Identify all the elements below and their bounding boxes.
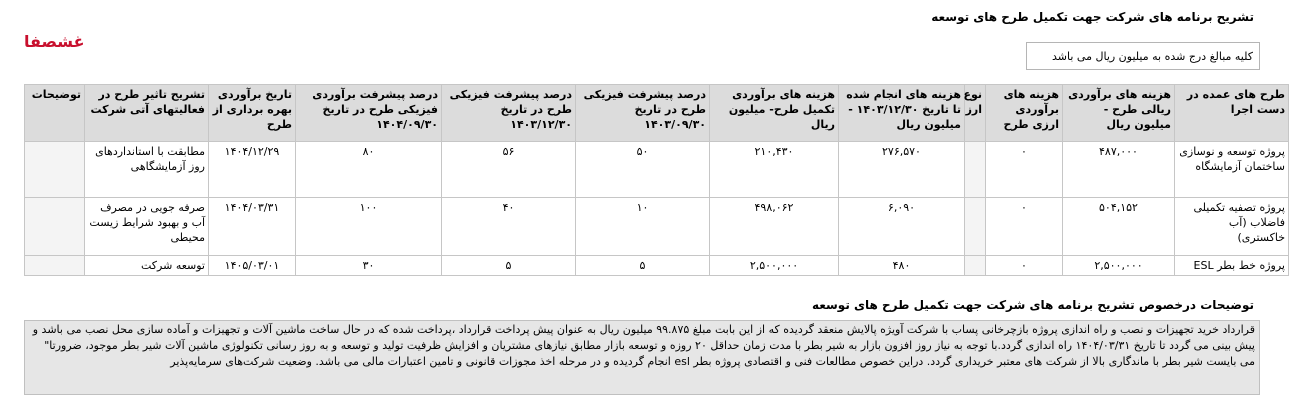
progress-target: ۳۰ [296, 256, 442, 276]
column-header: درصد پیشرفت برآوردی فیزیکی طرح در تاریخ ۱۴۰۴/۰۹/۳۰ [296, 85, 442, 142]
unit-note: کلیه مبالغ درج شده به میلیون ریال می باشد [1026, 42, 1260, 70]
impact-description: توسعه شرکت [85, 256, 209, 276]
progress-1230: ۴۰ [442, 198, 576, 256]
currency-type [965, 256, 986, 276]
project-name: پروژه خط بطر ESL [1175, 256, 1289, 276]
column-header: درصد پیشرفت فیزیکی طرح در تاریخ ۱۴۰۳/۰۹/۳۰ [576, 85, 710, 142]
column-header: طرح های عمده در دست اجرا [1175, 85, 1289, 142]
operation-date: ۱۴۰۵/۰۳/۰۱ [209, 256, 296, 276]
fx-cost: ۰ [986, 142, 1063, 198]
table-row [25, 142, 1289, 198]
spent-cost: ۶,۰۹۰ [839, 198, 965, 256]
table-row [25, 256, 1289, 276]
development-plans-table [24, 84, 1289, 276]
progress-target: ۱۰۰ [296, 198, 442, 256]
currency-type [965, 198, 986, 256]
project-name: پروژه تصفیه تکمیلی فاضلاب (آب خاکستری) [1175, 198, 1289, 256]
impact-description: مطابقت با استانداردهای روز آزمایشگاهی [85, 142, 209, 198]
column-header: نوع ارز [965, 85, 986, 142]
progress-0930: ۵ [576, 256, 710, 276]
rial-cost: ۴۸۷,۰۰۰ [1063, 142, 1175, 198]
rial-cost: ۵۰۴,۱۵۲ [1063, 198, 1175, 256]
company-symbol: غشصفا [24, 32, 85, 51]
rial-cost: ۲,۵۰۰,۰۰۰ [1063, 256, 1175, 276]
page-title: تشریح برنامه های شرکت جهت تکمیل طرح های توسعه [931, 10, 1254, 24]
currency-type [965, 142, 986, 198]
description-text: قرارداد خرید تجهیزات و نصب و راه اندازی پروژه بازچرخانی پساب با شرکت آویژه پالایش منعقد گردیده که از این بابت مبلغ ۹۹.۸۷۵ میلیون ریال به عنوان پیش پرداخت قرارداد ،پرداخت شده که در حال ساخت ماشین آلات و تجهیزات و آماده سازی محل نصب می باشد و پیش بینی می گردد تا تاریخ ۱۴۰۴/۰۳/۳۱ راه اندازی گردد.با توجه به نیاز روز افزون بازار به شیر بطر با مدت زمان حداقل ۲۰ روزه و توسعه بازار مطابق نیازهای مشتریان و افزایش ظرفیت تولید و توسعه و به روز رسانی تکنولوژی ماشین آلات شیر بطر موجود، ضرورتا" می بایست شیر بطر با ماندگاری بالا از شرکت های معتبر خریداری گردد. دراین خصوص مطالعات فنی و اقتصادی پروژه بطر esl انجام گردیده و در مرحله اخذ مجوزات قانونی و تامین اعتبارات مالی می باشد. وضعیت شرکت‌های سرمایه‌پذیر [24, 320, 1260, 395]
progress-1230: ۵۶ [442, 142, 576, 198]
progress-0930: ۵۰ [576, 142, 710, 198]
table-row [25, 198, 1289, 256]
progress-1230: ۵ [442, 256, 576, 276]
column-header: تاریخ برآوردی بهره برداری از طرح [209, 85, 296, 142]
operation-date: ۱۴۰۴/۰۳/۳۱ [209, 198, 296, 256]
column-header: درصد پیشرفت فیزیکی طرح در تاریخ ۱۴۰۳/۱۲/۳۰ [442, 85, 576, 142]
column-header: هزینه های برآوردی ریالی طرح - میلیون ریال [1063, 85, 1175, 142]
project-name: پروژه توسعه و نوسازی ساختمان آزمایشگاه [1175, 142, 1289, 198]
column-header: هزینه های برآوردی ارزی طرح [986, 85, 1063, 142]
notes-cell [25, 142, 85, 198]
column-header: هزینه های انجام شده تا تاریخ ۱۴۰۳/۱۲/۳۰ - میلیون ریال [839, 85, 965, 142]
notes-cell [25, 256, 85, 276]
progress-0930: ۱۰ [576, 198, 710, 256]
progress-target: ۸۰ [296, 142, 442, 198]
description-title: توضیحات درخصوص تشریح برنامه های شرکت جهت تکمیل طرح های توسعه [811, 298, 1254, 312]
operation-date: ۱۴۰۴/۱۲/۲۹ [209, 142, 296, 198]
column-header: تشریح تاثیر طرح در فعالیتهای آتی شرکت [85, 85, 209, 142]
table-header-row [25, 85, 1289, 142]
fx-cost: ۰ [986, 198, 1063, 256]
spent-cost: ۲۷۶,۵۷۰ [839, 142, 965, 198]
impact-description: صرفه جویی در مصرف آب و بهبود شرایط زیست محیطی [85, 198, 209, 256]
column-header: هزینه های برآوردی تکمیل طرح- میلیون ریال [710, 85, 839, 142]
spent-cost: ۴۸۰ [839, 256, 965, 276]
remaining-cost: ۲,۵۰۰,۰۰۰ [710, 256, 839, 276]
remaining-cost: ۲۱۰,۴۳۰ [710, 142, 839, 198]
remaining-cost: ۴۹۸,۰۶۲ [710, 198, 839, 256]
fx-cost: ۰ [986, 256, 1063, 276]
notes-cell [25, 198, 85, 256]
column-header: توضیحات [25, 85, 85, 142]
